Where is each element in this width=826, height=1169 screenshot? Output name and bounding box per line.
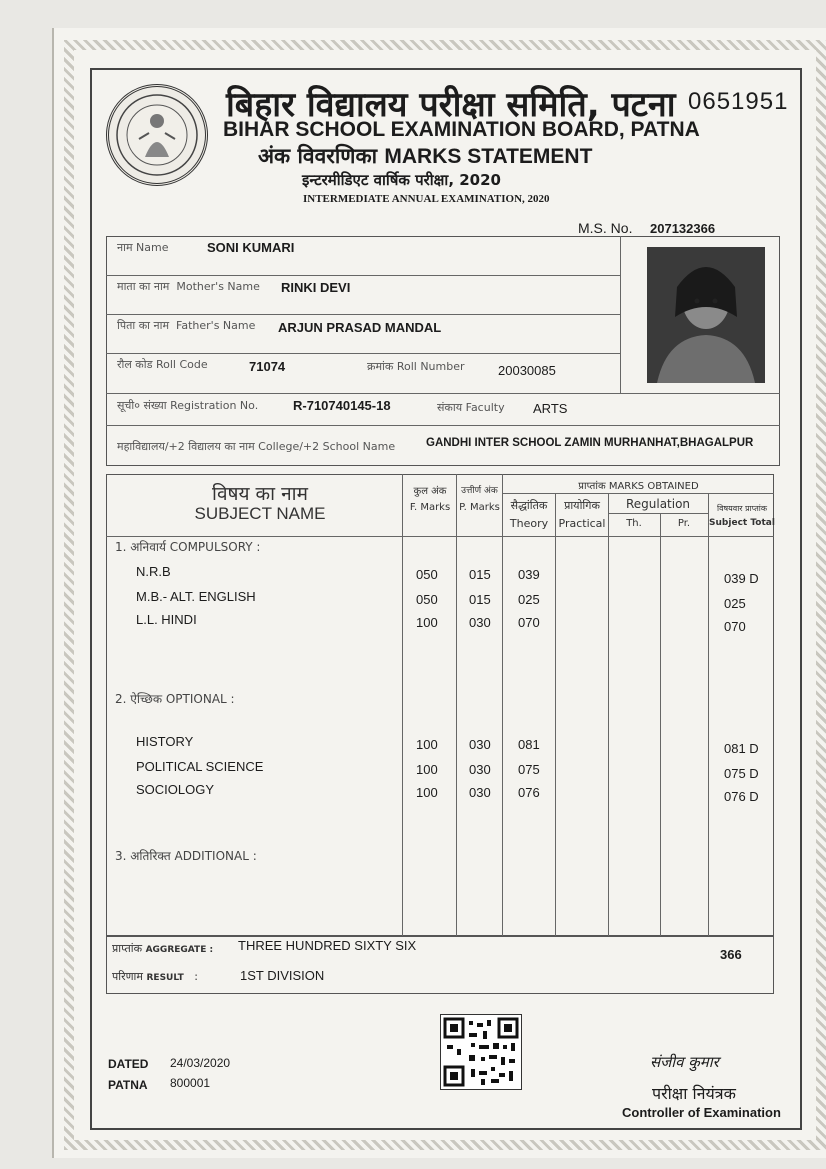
controller-signature: संजीव कुमार: [650, 1053, 719, 1071]
issue-date: 24/03/2020: [170, 1056, 231, 1070]
aggregate-label: प्राप्तांक AGGREGATE :: [112, 942, 214, 955]
full-marks: 050: [416, 567, 438, 582]
name-label: नाम Name: [117, 241, 169, 254]
theory-marks: 075: [518, 762, 540, 777]
full-marks: 100: [416, 615, 438, 630]
place-label: PATNA: [108, 1078, 148, 1092]
regulation-practical-header: Pr.: [677, 518, 691, 529]
aggregate-total: 366: [720, 947, 742, 962]
pass-marks: 015: [469, 567, 491, 582]
mother-name: RINKI DEVI: [281, 280, 351, 295]
registration-label: सूची० संख्या Registration No.: [117, 399, 259, 412]
theory-marks: 039: [518, 567, 540, 582]
roll-code-label: रौल कोड Roll Code: [117, 358, 208, 371]
result-value: 1ST DIVISION: [240, 968, 325, 983]
section-compulsory: 1. अनिवार्य COMPULSORY :: [115, 540, 261, 554]
subject-name: SOCIOLOGY: [136, 782, 215, 797]
subject-total: 081 D: [724, 741, 759, 756]
father-label: पिता का नाम Father's Name: [117, 319, 256, 332]
pass-marks: 015: [469, 592, 491, 607]
subject-name: N.R.B: [136, 564, 171, 579]
theory-marks: 070: [518, 615, 540, 630]
dated-label: DATED: [108, 1057, 149, 1071]
subject-header-english: SUBJECT NAME: [194, 504, 326, 523]
board-seal-emblem: [106, 84, 208, 186]
regulation-theory-header: Th.: [626, 518, 642, 529]
theory-marks: 025: [518, 592, 540, 607]
theory-header-english: Theory: [509, 517, 549, 530]
pass-marks-header-hindi: उत्तीर्ण अंक: [461, 486, 498, 496]
student-photo: [647, 247, 765, 383]
theory-header-hindi: सैद्धांतिक: [510, 499, 548, 512]
statement-title-english: MARKS STATEMENT: [384, 145, 593, 168]
full-marks: 050: [416, 592, 438, 607]
subject-total: 039 D: [724, 571, 759, 586]
subject-total: 070: [724, 619, 746, 634]
father-name: ARJUN PRASAD MANDAL: [278, 320, 442, 335]
result-label: परिणाम RESULT :: [112, 970, 198, 983]
full-marks-header-hindi: कुल अंक: [413, 486, 447, 497]
ms-no-value: 207132366: [650, 221, 716, 236]
subject-header-hindi: विषय का नाम: [212, 483, 308, 505]
subject-name: L.L. HINDI: [136, 612, 197, 627]
pass-marks: 030: [469, 737, 491, 752]
full-marks: 100: [416, 762, 438, 777]
college-label: महाविद्यालय/+2 विद्यालय का नाम College/+2 School Name: [117, 440, 396, 453]
pass-marks: 030: [469, 785, 491, 800]
statement-title-hindi: अंक विवरणिका: [258, 144, 378, 168]
full-marks: 100: [416, 785, 438, 800]
practical-header-hindi: प्रायोगिक: [564, 499, 600, 512]
college-name: GANDHI INTER SCHOOL ZAMIN MURHANHAT,BHAGALPUR: [426, 437, 754, 449]
subject-name: POLITICAL SCIENCE: [136, 759, 264, 774]
full-marks-header-english: F. Marks: [409, 502, 451, 513]
marks-obtained-header: प्राप्तांक MARKS OBTAINED: [578, 481, 699, 492]
pass-marks: 030: [469, 615, 491, 630]
regulation-header: Regulation: [625, 497, 691, 511]
subject-total: 075 D: [724, 766, 759, 781]
roll-number-label: क्रमांक Roll Number: [367, 360, 465, 373]
board-name-english: BIHAR SCHOOL EXAMINATION BOARD, PATNA: [223, 118, 700, 141]
subject-name: M.B.- ALT. ENGLISH: [136, 589, 256, 604]
full-marks: 100: [416, 737, 438, 752]
controller-title-english: Controller of Examination: [622, 1105, 781, 1120]
subject-total-header-english: Subject Total: [709, 518, 775, 528]
ms-no-label: M.S. No.: [578, 220, 633, 236]
pass-marks-header-english: P. Marks: [459, 502, 500, 513]
pass-marks: 030: [469, 762, 491, 777]
section-additional: 3. अतिरिक्त ADDITIONAL :: [115, 849, 257, 863]
student-name: SONI KUMARI: [207, 240, 295, 255]
serial-number: 0651951: [688, 88, 789, 115]
theory-marks: 076: [518, 785, 540, 800]
controller-title-hindi: परीक्षा नियंत्रक: [652, 1084, 736, 1103]
section-optional: 2. ऐच्छिक OPTIONAL :: [115, 692, 235, 706]
subject-total-header-hindi: विषयवार प्राप्तांक: [717, 504, 767, 513]
mother-label: माता का नाम Mother's Name: [117, 280, 260, 293]
roll-number: 20030085: [498, 363, 556, 378]
board-name-hindi: बिहार विद्यालय परीक्षा समिति, पटना: [226, 85, 676, 125]
exam-name-hindi: इन्टरमीडिएट वार्षिक परीक्षा, 2020: [302, 171, 501, 189]
faculty-label: संकाय Faculty: [437, 401, 505, 414]
registration-number: R-710740145-18: [293, 398, 391, 413]
statement-title: [258, 142, 592, 170]
theory-marks: 081: [518, 737, 540, 752]
practical-header-english: Practical: [558, 517, 606, 530]
exam-name-english: INTERMEDIATE ANNUAL EXAMINATION, 2020: [303, 193, 550, 205]
roll-code: 71074: [249, 359, 286, 374]
subject-total: 076 D: [724, 789, 759, 804]
aggregate-words: THREE HUNDRED SIXTY SIX: [238, 938, 417, 953]
qr-code: [440, 1014, 522, 1090]
subject-name: HISTORY: [136, 734, 194, 749]
faculty: ARTS: [533, 401, 568, 416]
subject-total: 025: [724, 596, 746, 611]
place-pin: 800001: [170, 1076, 211, 1090]
